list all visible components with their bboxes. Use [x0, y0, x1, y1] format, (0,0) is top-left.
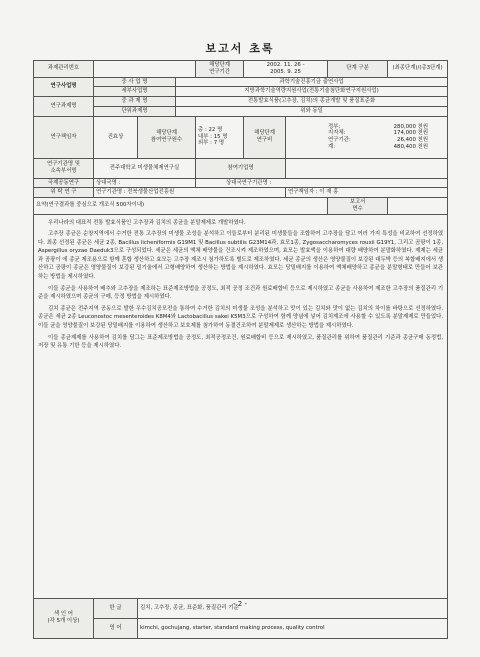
budget-local-label: 지자체:: [328, 130, 346, 137]
budget-label: 해당단계 연구비: [244, 116, 286, 158]
program-label: 연구사업명: [34, 77, 94, 97]
researcher-count-label: 해당단계 참여연구원수: [138, 116, 196, 158]
keywords-label: 색 인 어 (각 5개 이상): [34, 598, 94, 638]
report-abstract-table: [33, 60, 448, 639]
outsourced-institution: 연구기관명 : 전북생물산업진흥원: [94, 188, 286, 198]
partner-company-value: [286, 158, 448, 178]
row-outsourced: [34, 188, 448, 198]
count-total: 총 : 22 명: [198, 126, 223, 133]
unit-project-label: 단위과제명: [94, 106, 176, 116]
budget-values: [286, 116, 448, 158]
summary-paragraph-1: 우리나라의 대표적 전통 발효식품인 고추장과 김치의 종균을 분말제제로 개발하였다.: [48, 219, 246, 226]
outsourced-head: 연구책임자 : 이 재 홍: [286, 188, 448, 198]
institution-label: 연구기관명 및 소속부서명: [34, 158, 94, 178]
summary-paragraph-4: 김치 종균은 전주지역 공동으로 발한 우수김치공모전을 통하여 수거한 김치의 미생물 조성을 분석하고 맛이 있는 김치와 맛이 없는 김치의 차이를 바탕으로 선정하였다. 종균은 세균 2종 Leuconostoc mesenteroides K8M4와 Lactobacillus sakei K5M3으로 구성하여 함께 양념에 넣어 김치제조에 사용할 수 있도록 분말제제로 만들었다. 이들 균을 영양물질이 보강된 당밀배지를 이용하여 생산하고 보호제를 첨가하여 동결건조하여 분말제제로 생산하는 방법을 제시하였다.: [38, 305, 444, 330]
summary-paragraph-3: 이들 종균을 사용하여 배추와 고추장을 제조하는 표준제조방법을 공정도, 최적 공정 조건과 원료배합비 등으로 제시하였고 종균을 사용하여 제조한 고추장의 품질관리 기준을 제시하였으며 종균의 구매, 등정 방법을 제시하였다.: [38, 285, 444, 301]
row-program-1: [34, 77, 448, 87]
row-international: [34, 178, 448, 188]
partner-country: 상대국명 :: [94, 178, 196, 188]
row-project-number: [34, 61, 448, 78]
period-value: 2002. 11. 26 - 2005. 9. 25: [244, 61, 328, 78]
row-summary-body: [34, 214, 448, 598]
budget-total-value: 480,400 천원: [393, 143, 429, 150]
row-summary-header: [34, 198, 448, 215]
report-pages-value: [388, 198, 448, 215]
budget-inst-label: 연구기관:: [328, 137, 351, 143]
keywords-korean-label: 한 글: [94, 598, 138, 618]
sub-program-label: 세부사업명: [94, 87, 176, 97]
page-number: - 2 -: [233, 600, 247, 608]
page-title: 보고서 초록: [205, 42, 275, 55]
partner-company-label: 참여기업명: [196, 158, 286, 178]
budget-local-value: 174,000 천원: [393, 130, 429, 137]
main-project-label: 중 과 제 명: [94, 97, 176, 107]
row-project-2: [34, 106, 448, 116]
summary-paragraph-2: 고추장 종균은 순창지역에서 수거한 전통 고추장의 미생물 조성을 분석하고 이들로부터 분리된 미생물들을 조합하여 고추장을 담고 여러 가지 특성을 비교하여 선정하였다. 최종 선정된 종균은 세균 2종, Bacillus licheniformis G19M1 및 Bacillus subtilis G23M14과, 효모1종, Zygosaccharomyces rouxii G19Y1, 그리고 곰팡이 1종, Aspergillus oryzae Daeduk3으로 구성되었다. 세균은 세균의 액체 배양물을 건조시켜 제조하였으며, 효모는 발효액을 이용하여 대량 배양하여 분말화하였다. 제제는 세균과 곰팡이 에 종균 제조용으로 함께 혼합 생산하고 효모는 고추장 제조시 첨가하도록 별도로 제조하였다. 세균 종균의 생산은 영양물질이 보강된 대두박 등의 복합배지에서 생산하고 곰팡이 종균은 영양물질이 보강된 밀기울에서 고형배양하여 생산하는 방법을 제시하였다. 효모는 당밀배지를 이용하여 액체배양하고 종균을 분말형태로 만들어 보관하는 방법을 제시하였다.: [38, 231, 444, 281]
budget-total-label: 계:: [328, 143, 336, 150]
summary-body: [34, 214, 448, 598]
researcher-counts: [196, 116, 244, 158]
row-principal-investigator: [34, 116, 448, 158]
pi-name: 진효상: [94, 116, 138, 158]
report-pages-label: 보고서 면수: [328, 198, 388, 215]
summary-paragraph-5: 이들 종균제제를 사용하여 김치를 담그는 표준제조방법을 공정도, 최적공정조건, 원료배합비 등으로 제시하였고, 품질관리를 위하여 품질관리 기준과 종균구매 동정법, 저장 및 유통 기한 등을 제시하였다.: [38, 334, 444, 350]
international-label: 국제공동연구: [34, 178, 94, 188]
main-program-label: 중 사 업 명: [94, 77, 176, 87]
row-institution: [34, 158, 448, 178]
row-keywords-english: [34, 618, 448, 638]
main-project-value: 전통발효식품(고추장, 김치)의 종균개발 및 품질표준화: [176, 97, 448, 107]
period-label: 해당단계 연구기간: [196, 61, 244, 78]
keywords-english-value: kimchi, gochujang, starter, standard making process, quality control: [138, 618, 448, 638]
institution-value: 전주대학교 미생물체제연구실: [94, 158, 196, 178]
project-number-value: [94, 61, 196, 78]
row-project-1: [34, 97, 448, 107]
count-external: 외부 : 7 명: [198, 140, 225, 147]
budget-inst-value: 26,400 천원: [397, 137, 429, 143]
stage-value: (최종단계)/(총3단계): [388, 61, 448, 78]
row-program-2: [34, 87, 448, 97]
sub-program-value: 지방과학기술역량지원사업(전통기술첨단화연구지원사업): [176, 87, 448, 97]
stage-label: 단계 구분: [328, 61, 388, 78]
count-internal: 내부 : 15 명: [198, 133, 228, 140]
unit-project-value: 위와 동일: [176, 106, 448, 116]
outsourced-label: 위 탁 연 구: [34, 188, 94, 198]
main-program-value: 과학기술진흥기금 출연사업: [176, 77, 448, 87]
budget-gov-label: 정부:: [328, 123, 341, 130]
summary-header: 요약(연구결과를 중심으로 개조식 500자이내): [34, 198, 328, 215]
pi-label: 연구책임자: [34, 116, 94, 158]
partner-institution: 상대국연구기관명 :: [196, 178, 448, 188]
keywords-english-label: 영 어: [94, 618, 138, 638]
project-number-label: 과제관리번호: [34, 61, 94, 78]
keywords-korean-value: 김치, 고추장, 종균, 표준화, 품질관리 기준: [138, 598, 448, 618]
budget-gov-value: 280,000 천원: [393, 123, 429, 130]
project-title-label: 연구과제명: [34, 97, 94, 117]
